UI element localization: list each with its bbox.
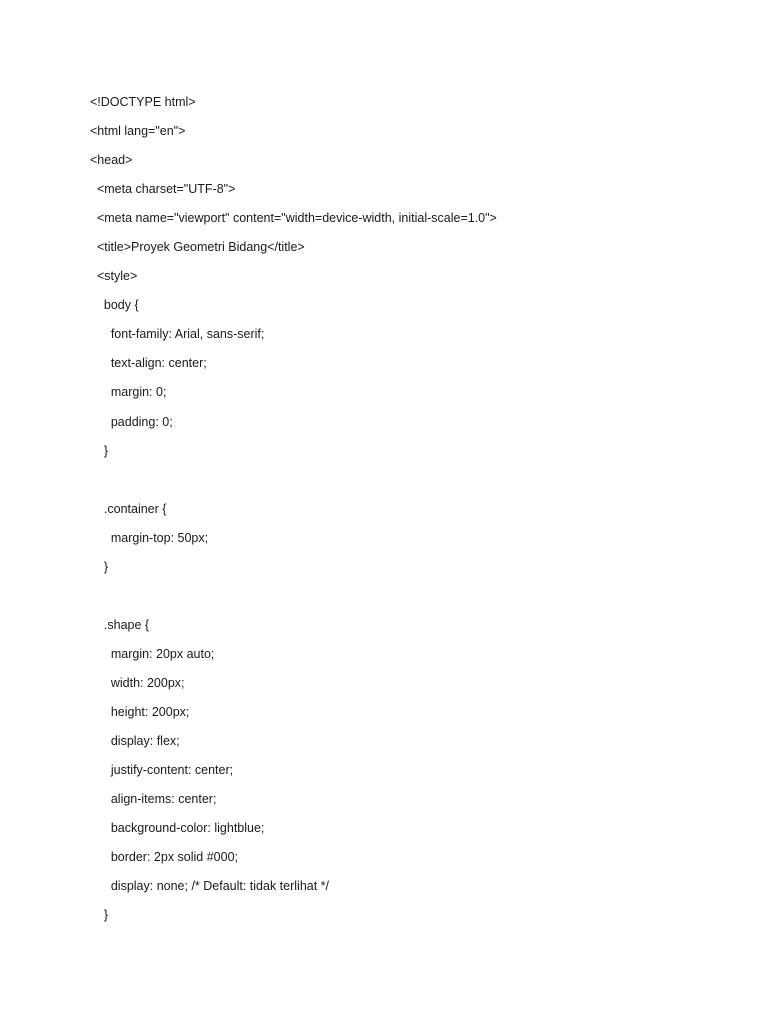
code-line: text-align: center;: [90, 356, 207, 371]
code-line: margin: 0;: [90, 385, 167, 400]
code-line: }: [90, 908, 109, 923]
code-line: <meta charset="UTF-8">: [90, 182, 236, 197]
code-line: [90, 470, 730, 499]
code-line: width: 200px;: [90, 675, 185, 690]
code-line: .shape {: [90, 617, 150, 632]
code-line: }: [90, 559, 109, 574]
code-line: <style>: [90, 269, 138, 284]
code-line: }: [90, 443, 109, 458]
code-line: display: flex;: [90, 734, 180, 749]
code-line: background-color: lightblue;: [90, 821, 265, 836]
code-line: height: 200px;: [90, 704, 190, 719]
code-line: margin: 20px auto;: [90, 646, 215, 661]
code-line: [90, 586, 730, 615]
code-line: body {: [90, 298, 139, 313]
code-line: <!DOCTYPE html>: [90, 95, 196, 109]
code-line: margin-top: 50px;: [90, 530, 209, 545]
code-line: font-family: Arial, sans-serif;: [90, 327, 265, 342]
code-line: justify-content: center;: [90, 763, 234, 778]
code-line: <html lang="en">: [90, 124, 186, 139]
code-line: border: 2px solid #000;: [90, 850, 239, 865]
code-line: padding: 0;: [90, 414, 173, 429]
code-line: .container {: [90, 501, 167, 516]
code-line: <title>Proyek Geometri Bidang</title>: [90, 240, 305, 255]
code-line: <head>: [90, 153, 133, 168]
code-line: <meta name="viewport" content="width=device-width, initial-scale=1.0">: [90, 211, 497, 226]
code-line: display: none; /* Default: tidak terlihat */: [90, 879, 330, 894]
code-text-block: [90, 92, 730, 934]
code-line: align-items: center;: [90, 792, 217, 807]
